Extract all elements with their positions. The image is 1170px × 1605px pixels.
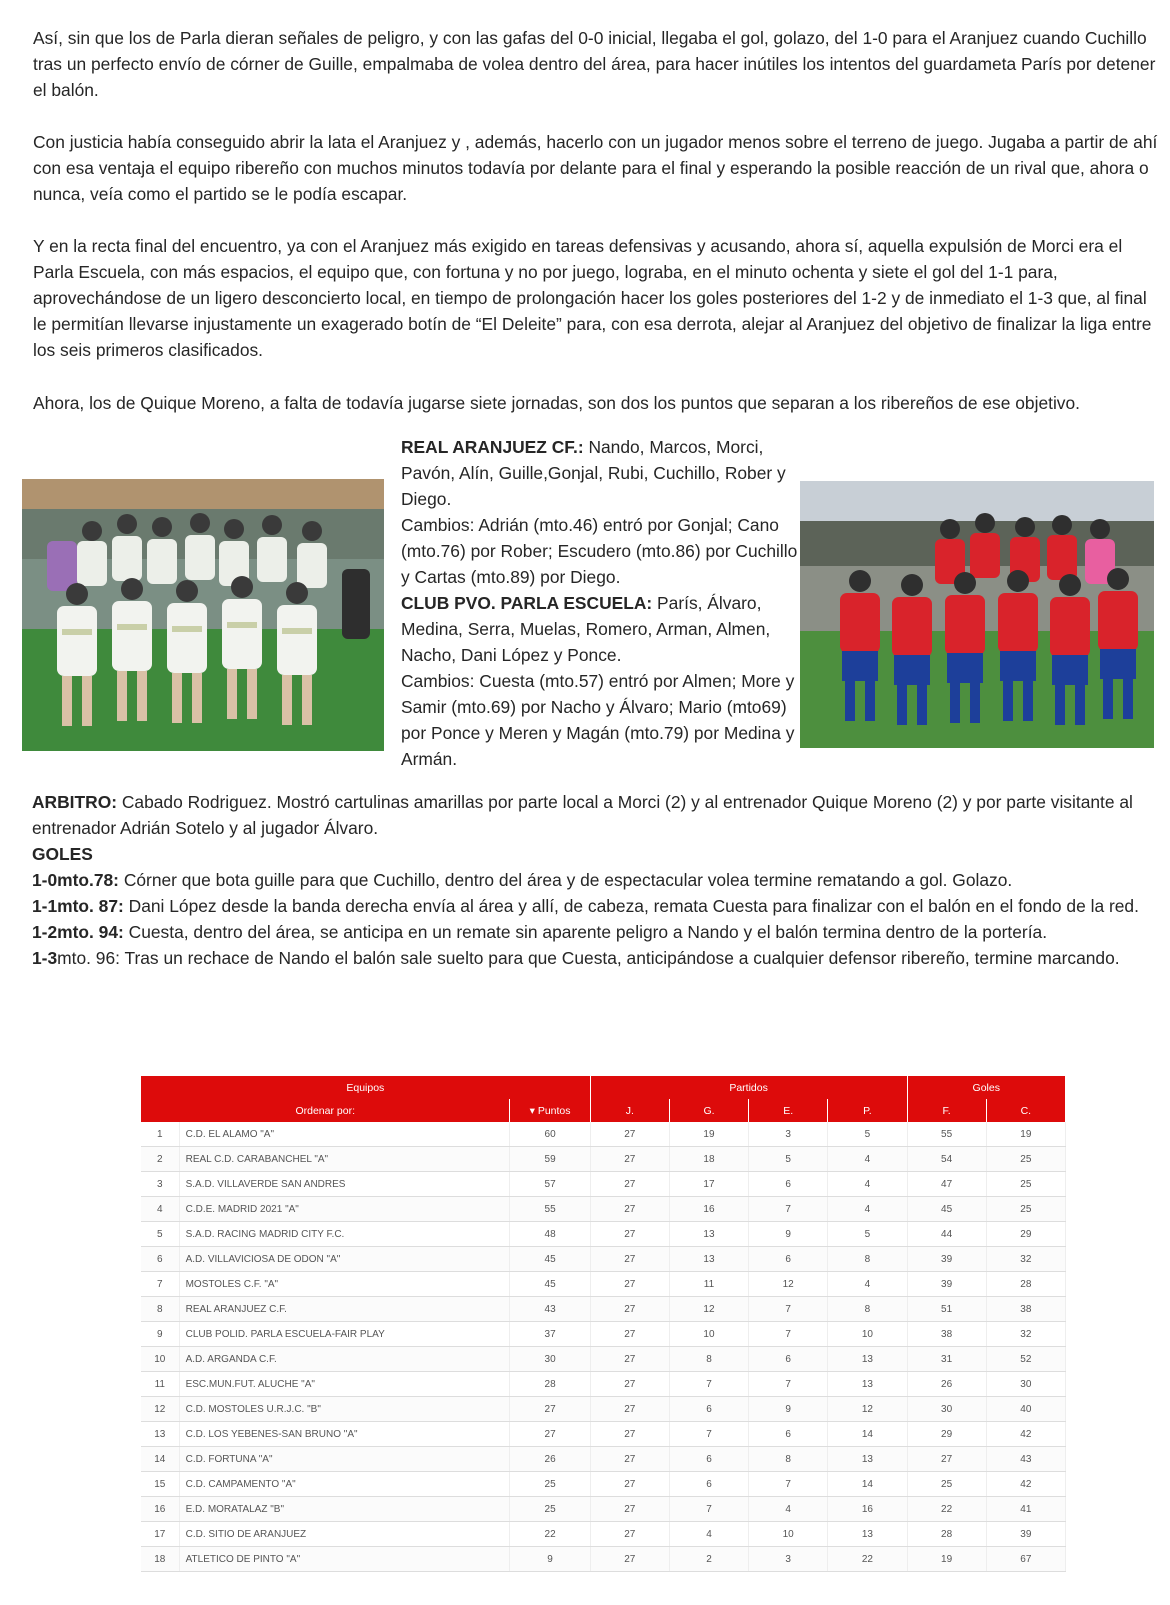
drawn-cell: 9 [749, 1397, 828, 1422]
goals-for-cell: 26 [907, 1372, 986, 1397]
points-cell: 55 [510, 1197, 590, 1222]
goals-against-cell: 32 [986, 1247, 1065, 1272]
position-cell: 11 [141, 1372, 179, 1397]
points-cell: 45 [510, 1272, 590, 1297]
parla-escuela-team-photo [800, 481, 1154, 748]
won-cell: 13 [669, 1222, 748, 1247]
lost-cell: 5 [828, 1222, 907, 1247]
goals-against-cell: 42 [986, 1472, 1065, 1497]
drawn-cell: 8 [749, 1447, 828, 1472]
table-row [141, 1522, 1066, 1547]
goals-against-cell: 32 [986, 1322, 1065, 1347]
lost-cell: 4 [828, 1172, 907, 1197]
goals-against-cell: 52 [986, 1347, 1065, 1372]
played-cell: 27 [590, 1122, 669, 1147]
team-name-cell: S.A.D. VILLAVERDE SAN ANDRES [179, 1172, 510, 1197]
referee-text: Cabado Rodriguez. Mostró cartulinas amarillas por parte local a Morci (2) y al entrenador Quique Moreno (2) y por parte visitante al entrenador Adrián Sotelo y al jugador Álvaro. [32, 792, 1133, 838]
goals-against-cell: 25 [986, 1172, 1065, 1197]
group-header-row [141, 1076, 1066, 1099]
played-cell: 27 [590, 1147, 669, 1172]
played-cell: 27 [590, 1497, 669, 1522]
goals-against-cell: 29 [986, 1222, 1065, 1247]
goals-for-cell: 30 [907, 1397, 986, 1422]
goal-entry: 1-3mto. 96: Tras un rechace de Nando el balón sale suelto para que Cuesta, anticipándose a cualquier defensor ribereño, termine marcando. [32, 948, 1120, 968]
goals-for-cell: 54 [907, 1147, 986, 1172]
group-header-goles: Goles [907, 1076, 1066, 1099]
referee-label: ARBITRO: [32, 792, 118, 812]
goals-for-cell: 27 [907, 1447, 986, 1472]
table-row [141, 1272, 1066, 1297]
won-cell: 6 [669, 1397, 748, 1422]
match-details [32, 789, 1157, 971]
played-cell: 27 [590, 1372, 669, 1397]
group-header-equipos: Equipos [141, 1076, 590, 1099]
drawn-cell: 7 [749, 1472, 828, 1497]
goal-entry: 1-1mto. 87: Dani López desde la banda derecha envía al área y allí, de cabeza, remata Cuesta para finalizar con el balón en el fondo de la red. [32, 896, 1139, 916]
goals-for-cell: 44 [907, 1222, 986, 1247]
points-cell: 25 [510, 1472, 590, 1497]
goals-against-header[interactable]: C. [986, 1099, 1065, 1122]
played-cell: 27 [590, 1422, 669, 1447]
lost-cell: 4 [828, 1272, 907, 1297]
table-row [141, 1397, 1066, 1422]
away-lineup [401, 590, 801, 668]
table-row [141, 1372, 1066, 1397]
won-cell: 2 [669, 1547, 748, 1572]
goals-against-cell: 28 [986, 1272, 1065, 1297]
article-paragraph: Así, sin que los de Parla dieran señales de peligro, y con las gafas del 0-0 inicial, llegaba el gol, golazo, del 1-0 para el Aranjuez cuando Cuchillo tras un perfecto envío de córner de Guille, empalmaba de volea dentro del área, para hacer inútiles los intentos del guardameta París por detener el balón. [33, 28, 1156, 100]
position-cell: 7 [141, 1272, 179, 1297]
lost-cell: 13 [828, 1447, 907, 1472]
team-name-cell: ATLETICO DE PINTO "A" [179, 1547, 510, 1572]
goals-for-cell: 19 [907, 1547, 986, 1572]
goals-against-cell: 41 [986, 1497, 1065, 1522]
drawn-cell: 9 [749, 1222, 828, 1247]
position-cell: 12 [141, 1397, 179, 1422]
position-cell: 15 [141, 1472, 179, 1497]
played-cell: 27 [590, 1247, 669, 1272]
table-row [141, 1322, 1066, 1347]
played-cell: 27 [590, 1272, 669, 1297]
team-name-cell: C.D. SITIO DE ARANJUEZ [179, 1522, 510, 1547]
sort-desc-icon: ▾ [529, 1104, 538, 1117]
team-name-cell: CLUB POLID. PARLA ESCUELA-FAIR PLAY [179, 1322, 510, 1347]
lost-cell: 13 [828, 1522, 907, 1547]
team-name-cell: REAL ARANJUEZ C.F. [179, 1297, 510, 1322]
position-cell: 16 [141, 1497, 179, 1522]
points-cell: 60 [510, 1122, 590, 1147]
goals-against-cell: 30 [986, 1372, 1065, 1397]
drawn-cell: 4 [749, 1497, 828, 1522]
lost-cell: 16 [828, 1497, 907, 1522]
home-lineup [401, 434, 801, 512]
goal-entry: 1-2mto. 94: Cuesta, dentro del área, se anticipa en un remate sin aparente peligro a Nando y el balón termina dentro de la portería. [32, 922, 1048, 942]
team-name-cell: S.A.D. RACING MADRID CITY F.C. [179, 1222, 510, 1247]
drawn-cell: 7 [749, 1322, 828, 1347]
goals-for-cell: 45 [907, 1197, 986, 1222]
goals-for-cell: 25 [907, 1472, 986, 1497]
team-name-cell: A.D. ARGANDA C.F. [179, 1347, 510, 1372]
goals-against-cell: 42 [986, 1422, 1065, 1447]
team-name-cell: C.D. CAMPAMENTO "A" [179, 1472, 510, 1497]
points-cell: 22 [510, 1522, 590, 1547]
table-row [141, 1122, 1066, 1147]
played-cell: 27 [590, 1322, 669, 1347]
away-players: París, Álvaro, Medina, Serra, Muelas, Romero, Arman, Almen, Nacho, Dani López y Ponce. [401, 593, 771, 665]
goals-for-cell: 55 [907, 1122, 986, 1147]
goals-for-cell: 38 [907, 1322, 986, 1347]
drawn-cell: 6 [749, 1422, 828, 1447]
goals-for-cell: 39 [907, 1272, 986, 1297]
team-name-cell: MOSTOLES C.F. "A" [179, 1272, 510, 1297]
lost-cell: 10 [828, 1322, 907, 1347]
away-team-label: CLUB PVO. PARLA ESCUELA: [401, 593, 653, 613]
points-cell: 26 [510, 1447, 590, 1472]
lost-cell: 8 [828, 1297, 907, 1322]
article-paragraph: Con justicia había conseguido abrir la lata el Aranjuez y , además, hacerlo con un jugador menos sobre el terreno de juego. Jugaba a partir de ahí con esa ventaja el equipo ribereño con muchos minutos todavía por delante para el final y esperando la posible reacción de un rival que, ahora o nunca, veía como el partido se le podía escapar. [33, 132, 1158, 204]
played-cell: 27 [590, 1197, 669, 1222]
played-cell: 27 [590, 1522, 669, 1547]
goals-for-cell: 31 [907, 1347, 986, 1372]
drawn-cell: 7 [749, 1197, 828, 1222]
team-name-cell: C.D.E. MADRID 2021 "A" [179, 1197, 510, 1222]
lineups-block [401, 434, 801, 772]
won-cell: 6 [669, 1472, 748, 1497]
goals-for-cell: 51 [907, 1297, 986, 1322]
position-cell: 13 [141, 1422, 179, 1447]
won-cell: 18 [669, 1147, 748, 1172]
points-cell: 28 [510, 1372, 590, 1397]
goals-against-cell: 25 [986, 1197, 1065, 1222]
played-cell: 27 [590, 1172, 669, 1197]
team-name-cell: C.D. EL ALAMO "A" [179, 1122, 510, 1147]
played-header[interactable]: J. [590, 1099, 669, 1122]
drawn-cell: 10 [749, 1522, 828, 1547]
drawn-cell: 6 [749, 1172, 828, 1197]
points-cell: 59 [510, 1147, 590, 1172]
points-cell: 37 [510, 1322, 590, 1347]
points-header[interactable]: ▾ Puntos [510, 1099, 590, 1122]
drawn-cell: 6 [749, 1247, 828, 1272]
table-row [141, 1447, 1066, 1472]
won-cell: 6 [669, 1447, 748, 1472]
goals-against-cell: 40 [986, 1397, 1065, 1422]
lost-cell: 14 [828, 1422, 907, 1447]
column-header-row [141, 1099, 1066, 1122]
away-changes: Cambios: Cuesta (mto.57) entró por Almen; More y Samir (mto.69) por Nacho y Álvaro; Mario (mto69) por Ponce y Meren y Magán (mto.79) por Medina y Armán. [401, 671, 795, 769]
drawn-cell: 5 [749, 1147, 828, 1172]
position-cell: 6 [141, 1247, 179, 1272]
goal-entry: 1-0mto.78: Córner que bota guille para que Cuchillo, dentro del área y de espectacular volea termine rematando a gol. Golazo. [32, 870, 1013, 890]
position-cell: 14 [141, 1447, 179, 1472]
article-paragraph: Y en la recta final del encuentro, ya con el Aranjuez más exigido en tareas defensivas y acusando, ahora sí, aquella expulsión de Morci era el Parla Escuela, con más espacios, el equipo que, con fortuna y no por juego, lograba, en el minuto ochenta y siete el gol del 1-1 para, aprovechándose de un ligero desconcierto local, en tiempo de prolongación hacer los goles posteriores del 1-2 y de inmediato el 1-3 que, al final le permitían llevarse injustamente un exagerado botín de “El Deleite” para, con esa derrota, alejar al Aranjuez del objetivo de finalizar la liga entre los seis primeros clasificados. [33, 236, 1152, 360]
goals-for-cell: 28 [907, 1522, 986, 1547]
standings-table [141, 1076, 1066, 1572]
drawn-header[interactable]: E. [749, 1099, 828, 1122]
won-cell: 7 [669, 1422, 748, 1447]
position-cell: 1 [141, 1122, 179, 1147]
position-cell: 4 [141, 1197, 179, 1222]
table-row [141, 1147, 1066, 1172]
position-cell: 17 [141, 1522, 179, 1547]
team-name-cell: C.D. MOSTOLES U.R.J.C. "B" [179, 1397, 510, 1422]
goals-against-cell: 39 [986, 1522, 1065, 1547]
goals-against-cell: 43 [986, 1447, 1065, 1472]
team-name-cell: A.D. VILLAVICIOSA DE ODON "A" [179, 1247, 510, 1272]
points-cell: 43 [510, 1297, 590, 1322]
won-cell: 17 [669, 1172, 748, 1197]
position-cell: 5 [141, 1222, 179, 1247]
home-team-label: REAL ARANJUEZ CF.: [401, 437, 584, 457]
referee-line [32, 789, 1157, 841]
table-row [141, 1422, 1066, 1447]
won-cell: 7 [669, 1372, 748, 1397]
position-cell: 3 [141, 1172, 179, 1197]
won-cell: 8 [669, 1347, 748, 1372]
drawn-cell: 6 [749, 1347, 828, 1372]
team-name-cell: ESC.MUN.FUT. ALUCHE "A" [179, 1372, 510, 1397]
played-cell: 27 [590, 1397, 669, 1422]
lost-cell: 12 [828, 1397, 907, 1422]
lost-cell: 4 [828, 1197, 907, 1222]
lost-cell: 13 [828, 1372, 907, 1397]
goals-against-cell: 38 [986, 1297, 1065, 1322]
lost-header[interactable]: P. [828, 1099, 907, 1122]
lost-cell: 5 [828, 1122, 907, 1147]
played-cell: 27 [590, 1447, 669, 1472]
table-row [141, 1222, 1066, 1247]
team-name-cell: C.D. LOS YEBENES-SAN BRUNO "A" [179, 1422, 510, 1447]
goals-for-header[interactable]: F. [907, 1099, 986, 1122]
played-cell: 27 [590, 1472, 669, 1497]
won-cell: 16 [669, 1197, 748, 1222]
goals-against-cell: 19 [986, 1122, 1065, 1147]
goals-heading: GOLES [32, 844, 93, 864]
table-row [141, 1547, 1066, 1572]
table-row [141, 1197, 1066, 1222]
won-cell: 13 [669, 1247, 748, 1272]
won-cell: 4 [669, 1522, 748, 1547]
played-cell: 27 [590, 1347, 669, 1372]
points-cell: 27 [510, 1397, 590, 1422]
drawn-cell: 3 [749, 1547, 828, 1572]
goals-for-cell: 47 [907, 1172, 986, 1197]
sort-by-header[interactable]: Ordenar por: [141, 1099, 510, 1122]
drawn-cell: 7 [749, 1372, 828, 1397]
position-cell: 10 [141, 1347, 179, 1372]
lost-cell: 22 [828, 1547, 907, 1572]
points-cell: 48 [510, 1222, 590, 1247]
team-name-cell: C.D. FORTUNA "A" [179, 1447, 510, 1472]
goals-against-cell: 25 [986, 1147, 1065, 1172]
position-cell: 8 [141, 1297, 179, 1322]
team-name-cell: REAL C.D. CARABANCHEL "A" [179, 1147, 510, 1172]
home-players: Nando, Marcos, Morci, Pavón, Alín, Guille,Gonjal, Rubi, Cuchillo, Rober y Diego. [401, 437, 786, 509]
won-cell: 11 [669, 1272, 748, 1297]
drawn-cell: 7 [749, 1297, 828, 1322]
won-cell: 19 [669, 1122, 748, 1147]
table-row [141, 1247, 1066, 1272]
points-cell: 27 [510, 1422, 590, 1447]
won-header[interactable]: G. [669, 1099, 748, 1122]
goals-for-cell: 22 [907, 1497, 986, 1522]
played-cell: 27 [590, 1297, 669, 1322]
lost-cell: 4 [828, 1147, 907, 1172]
real-aranjuez-team-photo [22, 479, 384, 751]
table-row [141, 1172, 1066, 1197]
played-cell: 27 [590, 1547, 669, 1572]
drawn-cell: 12 [749, 1272, 828, 1297]
group-header-partidos: Partidos [590, 1076, 907, 1099]
position-cell: 9 [141, 1322, 179, 1347]
table-row [141, 1347, 1066, 1372]
won-cell: 7 [669, 1497, 748, 1522]
points-cell: 9 [510, 1547, 590, 1572]
goals-for-cell: 29 [907, 1422, 986, 1447]
position-cell: 2 [141, 1147, 179, 1172]
points-cell: 57 [510, 1172, 590, 1197]
home-changes: Cambios: Adrián (mto.46) entró por Gonjal; Cano (mto.76) por Rober; Escudero (mto.86) por Cuchillo y Cartas (mto.89) por Diego. [401, 515, 798, 587]
lost-cell: 8 [828, 1247, 907, 1272]
position-cell: 18 [141, 1547, 179, 1572]
points-cell: 45 [510, 1247, 590, 1272]
table-row [141, 1497, 1066, 1522]
table-row [141, 1297, 1066, 1322]
lost-cell: 14 [828, 1472, 907, 1497]
points-cell: 25 [510, 1497, 590, 1522]
lost-cell: 13 [828, 1347, 907, 1372]
goals-for-cell: 39 [907, 1247, 986, 1272]
won-cell: 10 [669, 1322, 748, 1347]
played-cell: 27 [590, 1222, 669, 1247]
drawn-cell: 3 [749, 1122, 828, 1147]
table-row [141, 1472, 1066, 1497]
points-cell: 30 [510, 1347, 590, 1372]
goals-against-cell: 67 [986, 1547, 1065, 1572]
won-cell: 12 [669, 1297, 748, 1322]
team-name-cell: E.D. MORATALAZ "B" [179, 1497, 510, 1522]
article-paragraph: Ahora, los de Quique Moreno, a falta de todavía jugarse siete jornadas, son dos los puntos que separan a los ribereños de ese objetivo. [33, 393, 1081, 413]
